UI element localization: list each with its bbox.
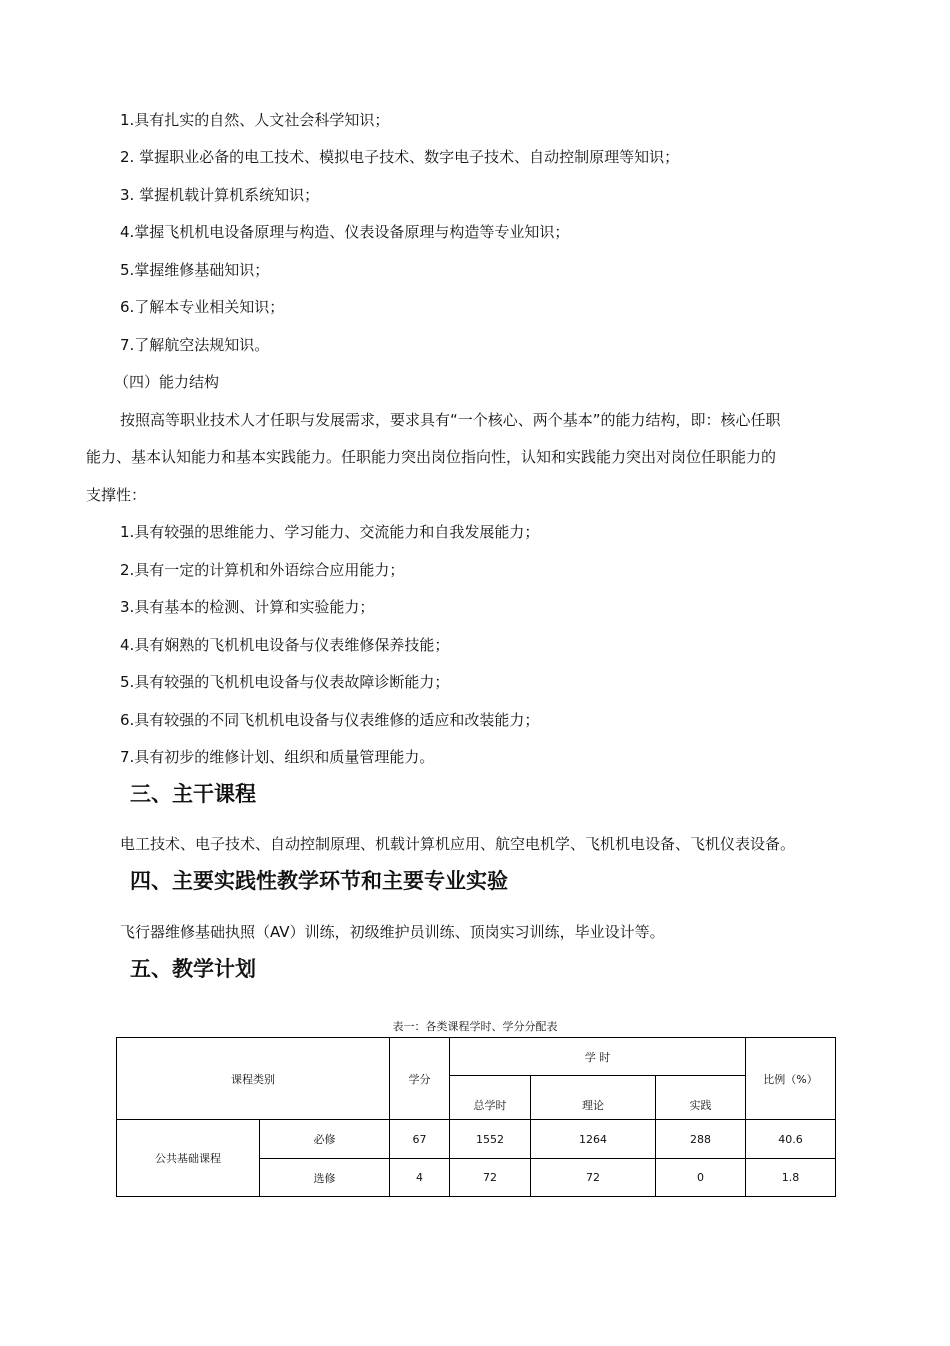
ability-item-3: 3.具有基本的检测、计算和实验能力； [120, 598, 375, 616]
ability-para-line-2: 能力、基本认知能力和基本实践能力。任职能力突出岗位指向性，认知和实践能力突出对岗位任职能力的 [86, 448, 777, 466]
cell-total: 1552 [450, 1120, 531, 1159]
cell-credits: 67 [390, 1120, 450, 1159]
cell-type: 必修 [260, 1120, 390, 1159]
header-theory: 理论 [531, 1076, 656, 1120]
knowledge-item-4: 4.掌握飞机机电设备原理与构造、仪表设备原理与构造等专业知识； [120, 223, 570, 241]
cell-credits: 4 [390, 1159, 450, 1197]
section-3-body: 电工技术、电子技术、自动控制原理、机载计算机应用、航空电机学、飞机机电设备、飞机仪表设备。 [120, 835, 796, 853]
ability-heading: （四）能力结构 [114, 373, 220, 391]
knowledge-item-3: 3. 掌握机载计算机系统知识； [120, 186, 320, 204]
cell-practice: 288 [656, 1120, 746, 1159]
header-practice: 实践 [656, 1076, 746, 1120]
header-total-hours: 总学时 [450, 1076, 531, 1120]
cell-theory: 72 [531, 1159, 656, 1197]
ability-item-6: 6.具有较强的不同飞机机电设备与仪表维修的适应和改装能力； [120, 711, 540, 729]
cell-total: 72 [450, 1159, 531, 1197]
ability-item-5: 5.具有较强的飞机机电设备与仪表故障诊断能力； [120, 673, 450, 691]
ability-para-line-3: 支撑性： [86, 486, 147, 504]
knowledge-item-1: 1.具有扎实的自然、人文社会科学知识； [120, 111, 390, 129]
cell-ratio: 1.8 [746, 1159, 836, 1197]
cell-type: 选修 [260, 1159, 390, 1197]
cell-theory: 1264 [531, 1120, 656, 1159]
knowledge-item-5: 5.掌握维修基础知识； [120, 261, 270, 279]
ability-item-2: 2.具有一定的计算机和外语综合应用能力； [120, 561, 405, 579]
header-hours: 学 时 [450, 1038, 746, 1076]
table-row [117, 1120, 836, 1159]
section-4-heading: 四、主要实践性教学环节和主要专业实验 [130, 869, 508, 893]
table-header-row [117, 1038, 836, 1076]
ability-item-1: 1.具有较强的思维能力、学习能力、交流能力和自我发展能力； [120, 523, 540, 541]
knowledge-item-7: 7.了解航空法规知识。 [120, 336, 270, 354]
credit-hours-table [116, 1037, 836, 1197]
section-3-heading: 三、主干课程 [130, 782, 256, 806]
header-credits: 学分 [390, 1038, 450, 1120]
table-caption: 表一：各类课程学时、学分分配表 [392, 1020, 558, 1033]
ability-item-7: 7.具有初步的维修计划、组织和质量管理能力。 [120, 748, 435, 766]
header-ratio: 比例（%） [746, 1038, 836, 1120]
header-category: 课程类别 [117, 1038, 390, 1120]
knowledge-item-6: 6.了解本专业相关知识； [120, 298, 285, 316]
cell-ratio: 40.6 [746, 1120, 836, 1159]
ability-item-4: 4.具有娴熟的飞机机电设备与仪表维修保养技能； [120, 636, 450, 654]
cell-practice: 0 [656, 1159, 746, 1197]
knowledge-item-2: 2. 掌握职业必备的电工技术、模拟电子技术、数字电子技术、自动控制原理等知识； [120, 148, 680, 166]
section-4-body: 飞行器维修基础执照（AV）训练，初级维护员训练、顶岗实习训练，毕业设计等。 [120, 923, 665, 941]
section-5-heading: 五、教学计划 [130, 957, 256, 981]
ability-para-line-1: 按照高等职业技术人才任职与发展需求，要求具有“一个核心、两个基本”的能力结构，即：核心任职 [120, 411, 781, 429]
cell-category: 公共基础课程 [117, 1120, 260, 1197]
